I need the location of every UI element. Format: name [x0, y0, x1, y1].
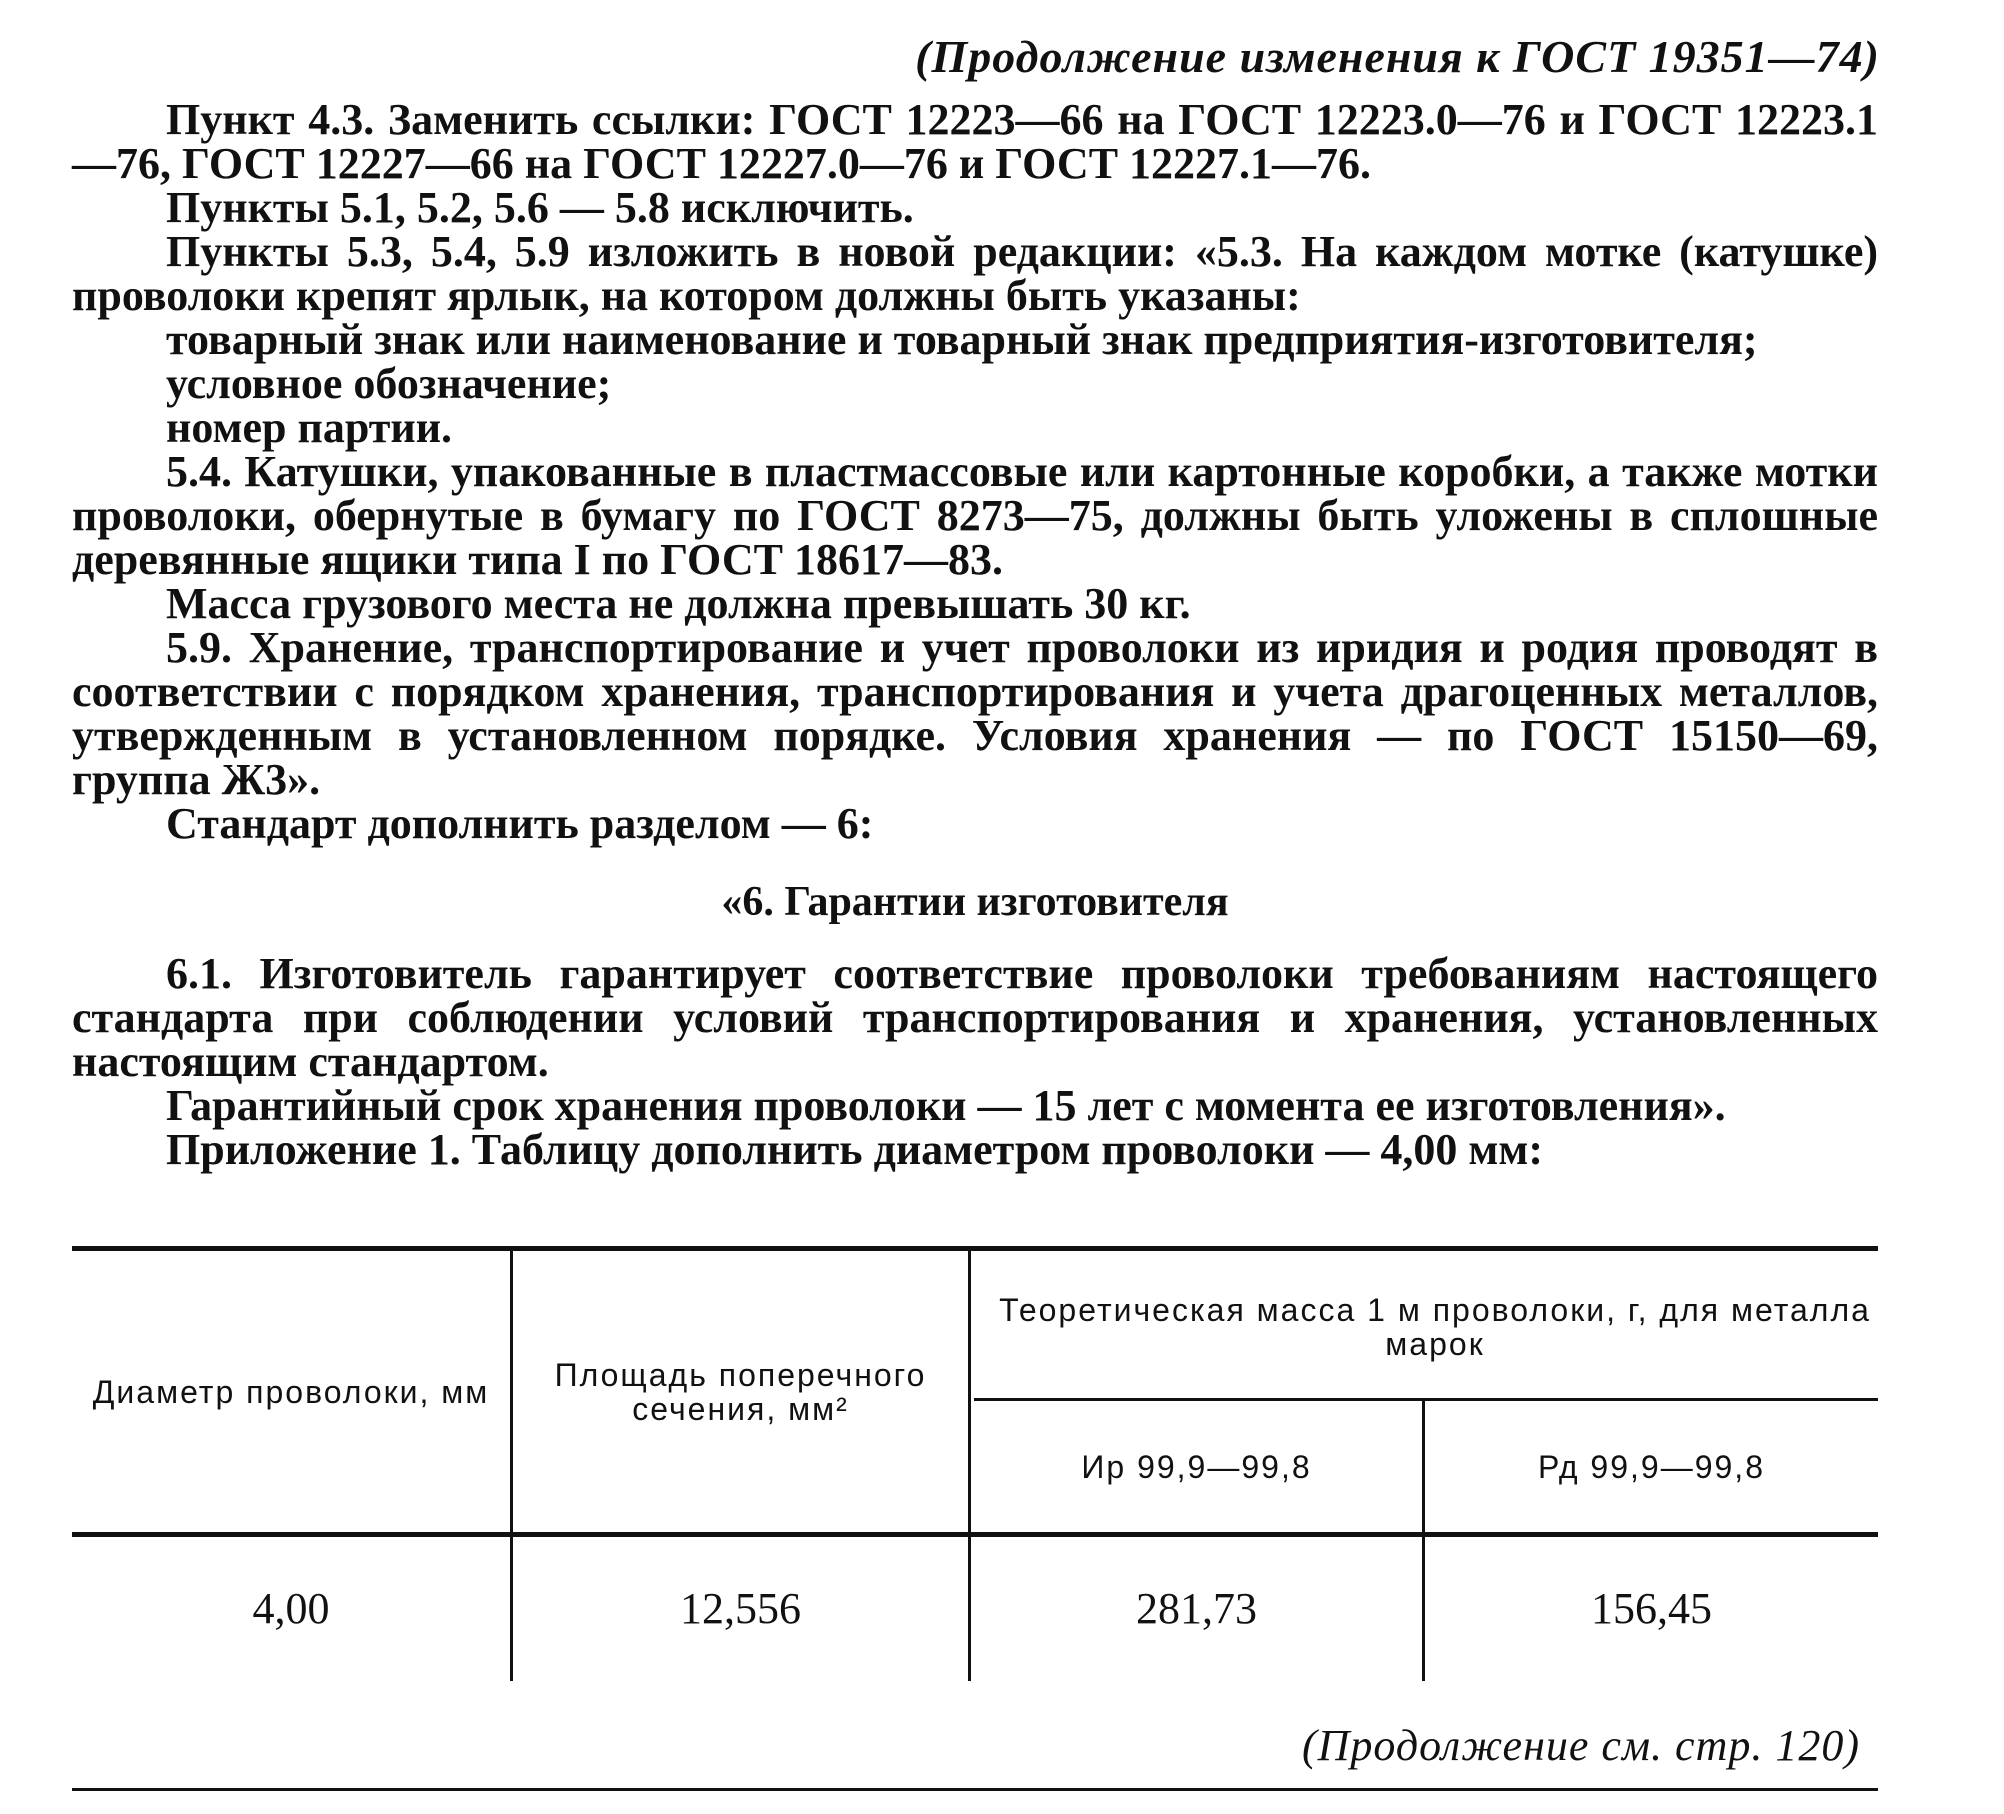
label-item-designation: условное обозначение;: [166, 359, 612, 408]
paragraph-new-edition: Пункты 5.3, 5.4, 5.9 изложить в новой редакции: «5.3. На каждом мотке (катушке) проволоки крепят ярлык, на котором должны быть указаны:: [72, 227, 1878, 320]
label-item-batch: номер партии.: [166, 403, 453, 452]
paragraph-add-section: Стандарт дополнить разделом — 6:: [166, 799, 874, 848]
paragraph-mass: Масса грузового места не должна превышать 30 кг.: [166, 579, 1191, 628]
header-continuation-note: (Продолжение изменения к ГОСТ 19351—74): [915, 31, 1880, 82]
cell-ir: 281,73: [1136, 1584, 1257, 1633]
paragraph-exclude: Пункты 5.1, 5.2, 5.6 — 5.8 исключить.: [166, 183, 914, 232]
paragraph-4-3: Пункт 4.3. Заменить ссылки: ГОСТ 12223—66 на ГОСТ 12223.0—76 и ГОСТ 12223.1—76, ГОСТ 12227—66 на ГОСТ 12227.0—76 и ГОСТ 12227.1—76.: [72, 95, 1878, 188]
paragraph-5-9: 5.9. Хранение, транспортирование и учет проволоки из иридия и родия проводят в соответствии с порядком хранения, транспортирования и учета драгоценных металлов, утвержденным в установленном порядке. Условия хранения — по ГОСТ 15150—69, группа Ж3».: [72, 623, 1878, 804]
footer-continuation-note: (Продолжение см. стр. 120): [1302, 1721, 1860, 1770]
section-title: «6. Гарантии изготовителя: [721, 879, 1229, 925]
label-item-trademark: товарный знак или наименование и товарный знак предприятия-изготовителя;: [166, 315, 1758, 364]
footer-rule: [72, 1788, 1878, 1791]
paragraph-6-1: 6.1. Изготовитель гарантирует соответствие проволоки требованиям настоящего стандарта при соблюдении условий транспортирования и хранения, установленных настоящим стандартом.: [72, 949, 1878, 1086]
cell-diameter: 4,00: [252, 1584, 330, 1633]
header-rd: Рд 99,9—99,8: [1538, 1448, 1765, 1485]
cell-area: 12,556: [680, 1584, 801, 1633]
paragraph-5-4: 5.4. Катушки, упакованные в пластмассовые или картонные коробки, а также мотки проволоки, обернутые в бумагу по ГОСТ 8273—75, должны быть уложены в сплошные деревянные ящики типа I по ГОСТ 18617—83.: [72, 447, 1878, 584]
cell-rd: 156,45: [1591, 1584, 1712, 1633]
paragraph-appendix: Приложение 1. Таблицу дополнить диаметром проволоки — 4,00 мм:: [166, 1125, 1544, 1174]
wire-table: [72, 1246, 1878, 1692]
header-area: Площадь поперечного сечения, мм²: [554, 1356, 927, 1427]
header-diameter: Диаметр проволоки, мм: [92, 1373, 490, 1410]
document-body: [72, 95, 1878, 1174]
header-mass-group: Теоретическая масса 1 м проволоки, г, для металла марок: [999, 1292, 1871, 1362]
paragraph-warranty: Гарантийный срок хранения проволоки — 15 лет с момента ее изготовления».: [166, 1081, 1726, 1130]
header-ir: Ир 99,9—99,8: [1081, 1448, 1312, 1485]
